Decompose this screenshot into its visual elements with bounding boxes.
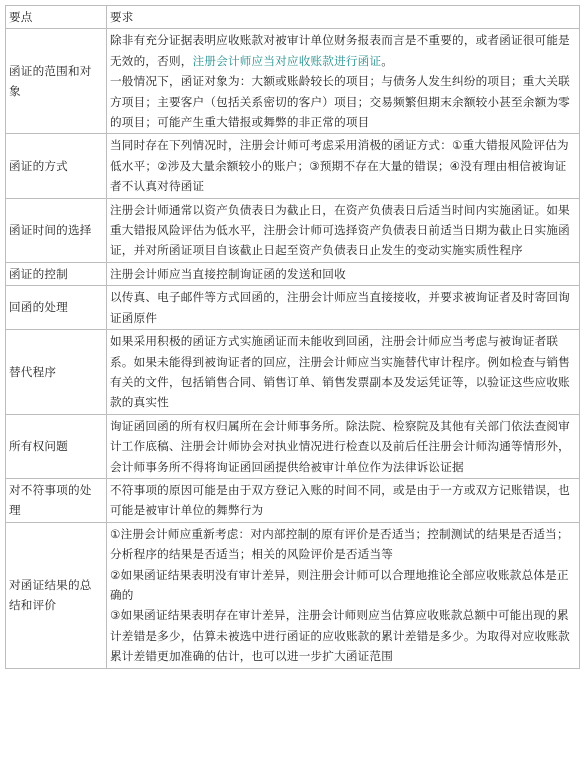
requirement-paragraph — [110, 200, 576, 261]
header-key-cell: 要点 — [6, 6, 107, 29]
text-segment: 除非有充分证据表明应收账款对被审计单位财务报表而言是不重要的，或者函证很可能是无效的，否则， — [110, 33, 570, 68]
requirement-paragraph — [110, 135, 576, 196]
table-row — [6, 134, 580, 198]
text-segment: 以传真、电子邮件等方式回函的，注册会计师应当直接接收，并要求被询证者及时寄回询证函原件 — [110, 290, 570, 325]
text-segment: 注册会计师应当直接控制询证函的发送和回收 — [110, 266, 346, 281]
requirement-paragraph — [110, 264, 576, 284]
text-segment: 一般情况下，函证对象为：大额或账龄较长的项目；与债务人发生纠纷的项目；重大关联方项目；主要客户（包括关系密切的客户）项目；交易频繁但期末余额较小甚至余额为零的项目；可能产生重大错报或舞弊的非正常的项目 — [110, 74, 570, 130]
row-requirement-cell — [107, 330, 580, 415]
text-segment: 当同时存在下列情况时，注册会计师可考虑采用消极的函证方式：①重大错报风险评估为低水平；②涉及大量余额较小的账户；③预期不存在大量的错误；④没有理由相信被询证者不认真对待函证 — [110, 138, 569, 194]
text-segment: 。 — [381, 53, 394, 68]
table-row — [6, 286, 580, 330]
text-segment: 不符事项的原因可能是由于双方登记入账的时间不同，或是由于一方或双方记账错误，也可能是被审计单位的舞弊行为 — [110, 482, 570, 518]
row-key-cell: 函证的控制 — [6, 262, 107, 285]
row-requirement-cell — [107, 414, 580, 478]
text-segment: ③如果函证结果表明存在审计差异，注册会计师则应当估算应收账款总额中可能出现的累计差错是多少，估算未被选中进行函证的应收账款的累计差错是多少。为取得对应收账款累计差错更加准确的估计，也可以进一步扩大函证范围 — [110, 608, 570, 664]
requirement-paragraph — [110, 331, 576, 413]
text-segment: ②如果函证结果表明没有审计差异，则注册会计师可以合理地推论全部应收账款总体是正确的 — [110, 567, 569, 602]
table-row — [6, 198, 580, 262]
table-row — [6, 29, 580, 134]
requirement-paragraph — [110, 416, 576, 477]
table-row — [6, 522, 580, 668]
header-requirement-cell: 要求 — [107, 6, 580, 29]
row-key-cell: 函证时间的选择 — [6, 198, 107, 262]
requirement-paragraph — [110, 287, 576, 328]
row-requirement-cell — [107, 198, 580, 262]
row-key-cell: 函证的范围和对象 — [6, 29, 107, 134]
row-key-cell: 回函的处理 — [6, 286, 107, 330]
table-row — [6, 330, 580, 415]
row-requirement-cell — [107, 478, 580, 522]
row-requirement-cell — [107, 262, 580, 285]
row-requirement-cell — [107, 29, 580, 134]
requirement-paragraph — [110, 71, 576, 132]
row-key-cell: 对不符事项的处理 — [6, 478, 107, 522]
text-segment: 如果采用积极的函证方式实施函证而未能收到回函，注册会计师应当考虑与被询证者联系。如果未能得到被询证者的回应，注册会计师应当实施替代审计程序。例如检查与销售有关的文件，包括销售合同、销售订单、销售发票副本及发运凭证等，以验证这些应收账款的真实性 — [110, 334, 570, 410]
table-header-row — [6, 6, 580, 29]
row-key-cell: 所有权问题 — [6, 414, 107, 478]
row-requirement-cell — [107, 134, 580, 198]
text-segment: 注册会计师通常以资产负债表日为截止日，在资产负债表日后适当时间内实施函证。如果重大错报风险评估为低水平，注册会计师可选择资产负债表日前适当日期为截止日实施函证，并对所函证项目自该截止日起至资产负债表日止发生的变动实施实质性程序 — [110, 202, 570, 258]
row-key-cell: 对函证结果的总结和评价 — [6, 522, 107, 668]
row-requirement-cell — [107, 522, 580, 668]
table-row — [6, 414, 580, 478]
audit-requirements-table — [5, 5, 580, 669]
requirement-paragraph — [110, 524, 576, 565]
row-key-cell: 替代程序 — [6, 330, 107, 415]
requirement-paragraph — [110, 480, 576, 521]
text-segment: ①注册会计师应重新考虑：对内部控制的原有评价是否适当；控制测试的结果是否适当；分析程序的结果是否适当；相关的风险评价是否适当等 — [110, 526, 569, 562]
row-requirement-cell — [107, 286, 580, 330]
table-row — [6, 262, 580, 285]
requirement-paragraph — [110, 605, 576, 666]
requirement-paragraph — [110, 565, 576, 606]
table-row — [6, 478, 580, 522]
row-key-cell: 函证的方式 — [6, 134, 107, 198]
text-segment: 询证函回函的所有权归属所在会计师事务所。除法院、检察院及其他有关部门依法查阅审计工作底稿、注册会计师协会对执业情况进行检查以及前后任注册会计师沟通等情形外，会计师事务所不得将询证函回函提供给被审计单位作为法律诉讼证据 — [110, 418, 570, 474]
requirement-paragraph — [110, 30, 576, 71]
highlighted-text: 注册会计师应当对应收账款进行函证 — [192, 53, 382, 68]
